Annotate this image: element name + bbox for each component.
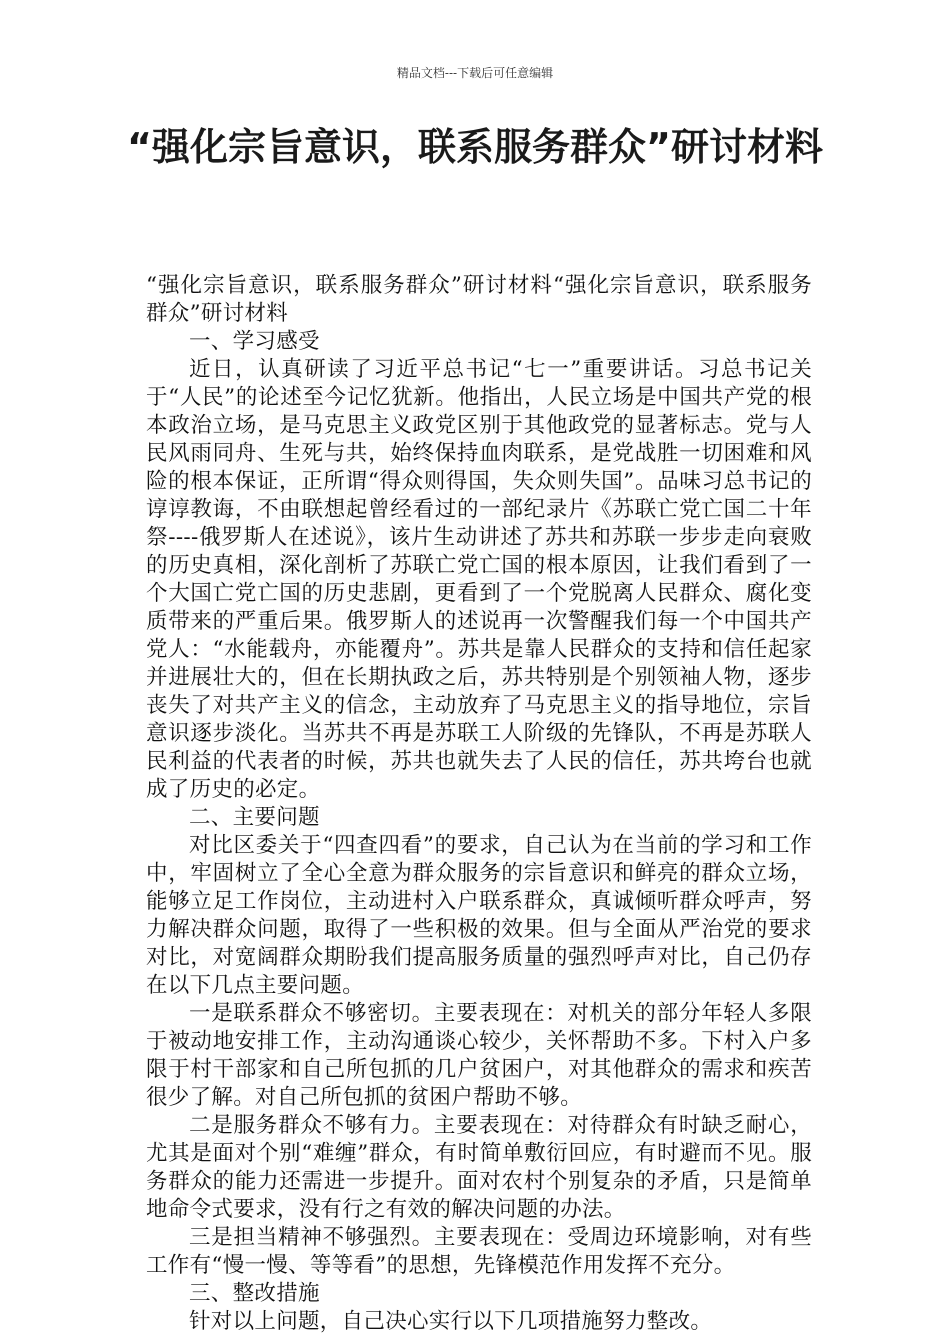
paragraph: 对比区委关于“四查四看”的要求，自己认为在当前的学习和工作中，牢固树立了全心全意为群众服务的宗旨意识和鲜亮的群众立场，能够立足工作岗位，主动进村入户联系群众，真诚倾听群众呼声，努力解决群众问题，取得了一些积极的效果。但与全面从严治党的要求对比，对宽阔群众期盼我们提高服务质量的强烈呼声对比，自己仍存在以下几点主要问题。 — [146, 833, 812, 998]
paragraph: 一、学习感受 — [189, 329, 320, 354]
page-header: 精品文档---下载后可任意编辑 — [396, 66, 554, 80]
document-body — [146, 272, 812, 1336]
paragraph: 二、主要问题 — [189, 805, 320, 830]
paragraph: 三是担当精神不够强烈。主要表现在：受周边环境影响，对有些工作有“慢一慢、等等看”的思想，先锋模范作用发挥不充分。 — [146, 1225, 812, 1278]
paragraph: 三、整改措施 — [189, 1281, 320, 1306]
paragraph: “强化宗旨意识，联系服务群众”研讨材料“强化宗旨意识，联系服务群众”研讨材料 — [146, 273, 812, 326]
document-title: “强化宗旨意识，联系服务群众”研讨材料 — [127, 125, 823, 169]
paragraph: 近日，认真研读了习近平总书记“七一”重要讲话。习总书记关于“人民”的论述至今记忆犹新。他指出，人民立场是中国共产党的根本政治立场，是马克思主义政党区别于其他政党的显著标志。党与人民风雨同舟、生死与共，始终保持血肉联系，是党战胜一切困难和风险的根本保证，正所谓“得众则得国，失众则失国”。品味习总书记的谆谆教诲，不由联想起曾经看过的一部纪录片《苏联亡党亡国二十年祭----俄罗斯人在述说》，该片生动讲述了苏共和苏联一步步走向衰败的历史真相，深化剖析了苏联亡党亡国的根本原因，让我们看到了一个大国亡党亡国的历史悲剧，更看到了一个党脱离人民群众、腐化变质带来的严重后果。俄罗斯人的述说再一次警醒我们每一个中国共产党人：“水能载舟，亦能覆舟”。苏共是靠人民群众的支持和信任起家并进展壮大的，但在长期执政之后，苏共特别是个别领袖人物，逐步丧失了对共产主义的信念，主动放弃了马克思主义的指导地位，宗旨意识逐步淡化。当苏共不再是苏联工人阶级的先锋队，不再是苏联人民利益的代表者的时候，苏共也就失去了人民的信任，苏共垮台也就成了历史的必定。 — [146, 357, 812, 802]
paragraph: 二是服务群众不够有力。主要表现在：对待群众有时缺乏耐心，尤其是面对个别“难缠”群众，有时简单敷衍回应，有时避而不见。服务群众的能力还需进一步提升。面对农村个别复杂的矛盾，只是简单地命令式要求，没有行之有效的解决问题的办法。 — [146, 1113, 812, 1222]
paragraph: 一是联系群众不够密切。主要表现在：对机关的部分年轻人多限于被动地安排工作，主动沟通谈心较少，关怀帮助不多。下村入户多限于村干部家和自己所包抓的几户贫困户，对其他群众的需求和疾苦很少了解。对自己所包抓的贫困户帮助不够。 — [146, 1001, 812, 1110]
paragraph: 针对以上问题，自己决心实行以下几项措施努力整改。 — [189, 1309, 713, 1334]
